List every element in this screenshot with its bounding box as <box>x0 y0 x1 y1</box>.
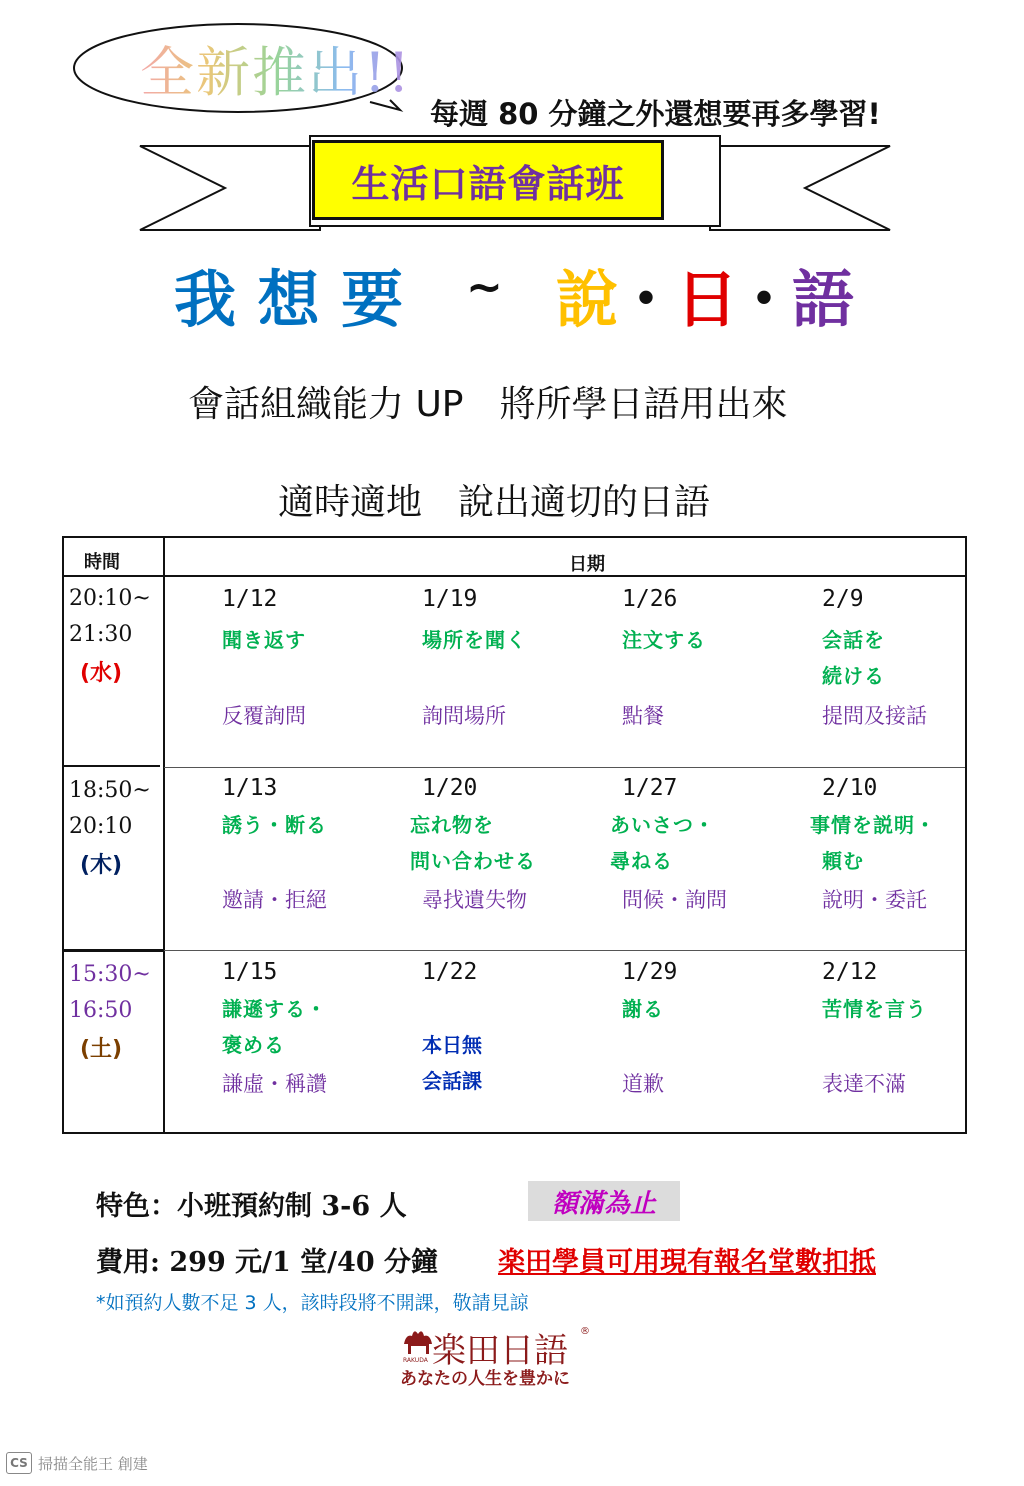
zh-topic: 表達不滿 <box>822 1072 906 1096</box>
jp-topic: 苦情を言う <box>822 997 927 1021</box>
date-label: 1/15 <box>222 959 278 985</box>
weekday-label: (土) <box>80 1037 123 1062</box>
zh-topic: 詢問場所 <box>422 704 506 728</box>
zh-topic: 提問及接話 <box>822 704 927 728</box>
date-label: 1/29 <box>622 959 678 985</box>
table-divider <box>64 575 965 577</box>
time-end: 20:10 <box>69 814 133 839</box>
date-label: 1/12 <box>222 586 278 612</box>
jp-topic: あいさつ・ <box>610 813 715 837</box>
slogan-char2: 日 <box>676 263 739 336</box>
jp-topic: 注文する <box>622 628 706 652</box>
time-start: 18:50~ <box>69 778 151 803</box>
member-note: 楽田學員可用現有報名堂數扣抵 <box>498 1247 876 1278</box>
date-label: 2/10 <box>822 775 878 801</box>
brand-slogan: あなたの人生を豊かに <box>400 1369 570 1389</box>
jp-topic: 謙遜する・ <box>222 997 327 1021</box>
jp-topic: 聞き返す <box>222 628 306 652</box>
tagline: 每週 80 分鐘之外還想要再多學習! <box>430 97 881 131</box>
jp-topic: 事情を説明・ <box>810 813 936 837</box>
date-label: 2/12 <box>822 959 878 985</box>
jp-topic-line2: 続ける <box>822 664 885 688</box>
jp-topic-line2: 尋ねる <box>610 849 673 873</box>
slogan-dot2: ・ <box>733 263 796 336</box>
table-divider <box>163 538 165 1132</box>
zh-topic: 謙虛・稱讚 <box>222 1072 327 1096</box>
course-title: 生活口語會話班 <box>351 161 625 206</box>
jp-topic-line2: 褒める <box>222 1033 285 1057</box>
date-label: 1/13 <box>222 775 278 801</box>
header-time: 時間 <box>84 552 120 573</box>
table-divider <box>164 950 965 951</box>
date-label: 1/26 <box>622 586 678 612</box>
zh-topic: 道歉 <box>622 1072 664 1096</box>
jp-topic: 誘う・断る <box>222 813 327 837</box>
slogan-dot1: ・ <box>615 263 678 336</box>
jp-topic: 会話を <box>822 628 885 652</box>
minimum-note: *如預約人數不足 3 人，該時段將不開課，敬請見諒 <box>96 1292 529 1314</box>
time-end: 21:30 <box>69 622 133 647</box>
subtitle-1: 會話組織能力 UP 將所學日語用出來 <box>188 384 788 425</box>
fee-text: 費用: 299 元/1 堂/40 分鐘 <box>96 1247 439 1278</box>
date-label: 1/27 <box>622 775 678 801</box>
no-class-note: 本日無 <box>422 1033 482 1057</box>
jp-topic: 忘れ物を <box>410 813 494 837</box>
brand-name: 楽田日語 <box>432 1331 568 1371</box>
time-start: 15:30~ <box>69 962 151 987</box>
table-divider <box>64 765 160 767</box>
brand-romaji: RAKUDA <box>403 1357 428 1364</box>
zh-topic: 尋找遺失物 <box>422 888 527 912</box>
zh-topic: 反覆詢問 <box>222 704 306 728</box>
camel-logo-icon <box>402 1326 434 1356</box>
slogan-part1: 我 想 要 <box>174 263 404 336</box>
jp-topic-line2: 頼む <box>822 849 864 873</box>
zh-topic: 問候・詢問 <box>622 888 727 912</box>
time-end: 16:50 <box>69 998 133 1023</box>
camscanner-logo-icon: CS <box>6 1452 32 1474</box>
date-label: 1/22 <box>422 959 478 985</box>
watermark-text: 掃描全能王 創建 <box>38 1454 148 1473</box>
no-class-note-line2: 会話課 <box>422 1069 482 1093</box>
zh-topic: 點餐 <box>622 704 664 728</box>
table-divider <box>164 767 965 768</box>
slogan-char1: 說 <box>556 263 619 336</box>
new-launch-badge: 全新推出!! <box>140 30 411 107</box>
slogan-char3: 語 <box>792 263 855 336</box>
date-label: 1/19 <box>422 586 478 612</box>
jp-topic: 謝る <box>622 997 664 1021</box>
date-label: 2/9 <box>822 586 864 612</box>
slogan-tilde: ~ <box>466 262 503 313</box>
weekday-label: (木) <box>80 853 123 878</box>
zh-topic: 邀請・拒絕 <box>222 888 327 912</box>
scanner-watermark <box>6 1452 148 1474</box>
time-start: 20:10~ <box>69 586 151 611</box>
feature-text: 特色：小班預約制 3-6 人 <box>96 1191 407 1222</box>
zh-topic: 說明・委託 <box>822 888 927 912</box>
header-date: 日期 <box>569 554 605 575</box>
registered-mark: ® <box>580 1326 590 1337</box>
subtitle-2: 適時適地 說出適切的日語 <box>278 482 711 523</box>
table-divider <box>64 949 164 952</box>
jp-topic: 場所を聞く <box>422 628 527 652</box>
full-badge <box>528 1181 680 1221</box>
course-banner <box>312 140 664 220</box>
date-label: 1/20 <box>422 775 478 801</box>
jp-topic-line2: 問い合わせる <box>410 849 536 873</box>
weekday-label: (水) <box>80 661 123 686</box>
schedule-table <box>62 536 967 1134</box>
full-badge-label: 額滿為止 <box>551 1188 656 1219</box>
